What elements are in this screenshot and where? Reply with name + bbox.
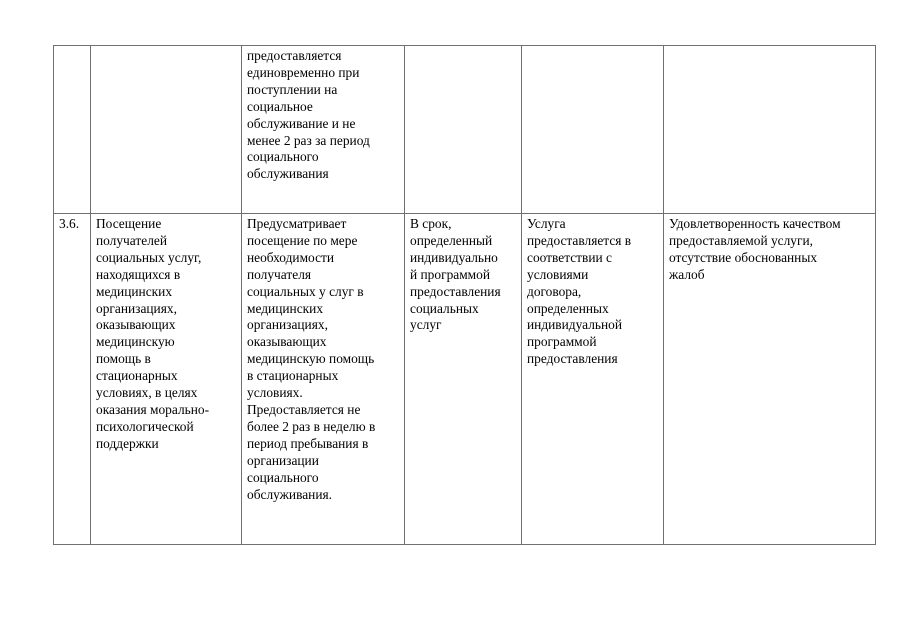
quality-indicators-text: Удовлетворенность качеством предоставляемой услуги, отсутствие обоснованных жалоб [669,216,841,282]
row-number-text: 3.6. [59,216,80,231]
service-name-cell [91,46,242,214]
service-name-text: Посещение получателей социальных услуг, находящихся в медицинских организациях, оказывающих медицинскую помощь в стационарных условиях, в целях оказания морально- психологической поддержки [96,216,210,451]
service-description-text: Предусматривает посещение по мере необходимости получателя социальных у слуг в медицинских организациях, оказывающих медицинскую помощь в стационарных условиях. Предоставляется не более 2 раз в неделю в период пребывания в организации социального обслуживания. [247,216,376,502]
row-number-cell [54,46,91,214]
table-row-3-6 [54,214,876,545]
service-description-text: предоставляется единовременно при поступлении на социальное обслуживание и не менее 2 раз за период социального обслуживания [247,48,370,182]
service-conditions-cell [522,214,664,545]
table-row-continued [54,46,876,214]
service-term-cell [405,46,522,214]
service-description-cell [242,214,405,545]
social-services-table [53,45,876,545]
service-conditions-text: Услуга предоставляется в соответствии с условиями договора, определенных индивидуальной программой предоставления [527,216,632,367]
row-number-cell [54,214,91,545]
service-term-cell [405,214,522,545]
service-term-text: В срок, определенный индивидуально й программой предоставления социальных услуг [410,216,501,333]
quality-indicators-cell [664,214,876,545]
service-conditions-cell [522,46,664,214]
quality-indicators-cell [664,46,876,214]
service-description-cell [242,46,405,214]
service-name-cell [91,214,242,545]
